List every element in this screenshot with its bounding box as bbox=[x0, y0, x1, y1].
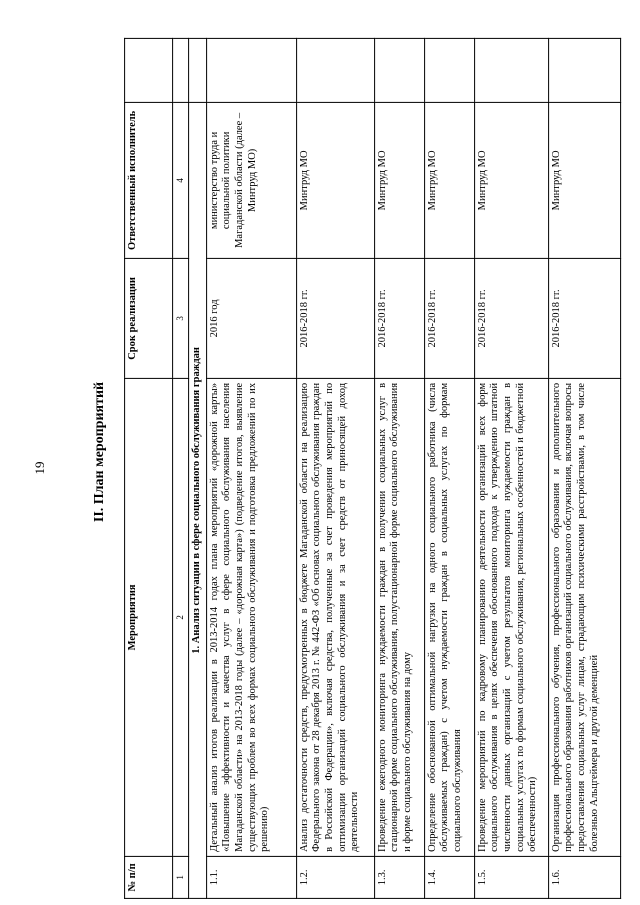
header-row bbox=[125, 38, 173, 898]
row-extra-empty bbox=[206, 38, 296, 102]
column-number: 4 bbox=[173, 102, 189, 258]
row-number: 1.3. bbox=[374, 856, 424, 898]
row-term: 2016-2018 гг. bbox=[374, 258, 424, 378]
row-action: Организация профессионального обучения, профессионального образования и дополнительного профессионального образования работников организаций социального обслуживания, включая вопросы предоставления социальных услуг лицам, страдающим психическими расстройствами, в том числе болезнью Альцгеймера и другой деменцией bbox=[548, 378, 620, 856]
row-executor: Минтруд МО bbox=[374, 102, 424, 258]
page-number: 19 bbox=[32, 461, 47, 475]
row-term: 2016-2018 гг. bbox=[424, 258, 474, 378]
row-executor: Минтруд МО bbox=[548, 102, 620, 258]
row-executor: Минтруд МО bbox=[474, 102, 548, 258]
header-term: Срок реализации bbox=[125, 258, 173, 378]
column-number-empty bbox=[173, 38, 189, 102]
row-executor: министерство труда и социальной политики Магаданской области (далее – Минтруд МО) bbox=[206, 102, 296, 258]
row-term: 2016 год bbox=[206, 258, 296, 378]
page-title: II. План мероприятий bbox=[92, 381, 107, 523]
column-number-row bbox=[173, 38, 189, 898]
row-extra-empty bbox=[474, 38, 548, 102]
row-extra-empty bbox=[296, 38, 374, 102]
header-executor: Ответственный исполнитель bbox=[125, 102, 173, 258]
row-action: Проведение мероприятий по кадровому планированию деятельности организаций всех форм социального обслуживания в целях обеспечения обоснованного подхода к утверждению штатной численности данных организаций с учетом результатов мониторинга нуждаемости граждан в социальных услугах по формам социального обслуживания, региональных особенностей и бюджетной обеспеченности) bbox=[474, 378, 548, 856]
table-row bbox=[474, 38, 548, 898]
header-num: № п/п bbox=[125, 856, 173, 898]
section-row bbox=[188, 38, 206, 898]
table-row bbox=[206, 38, 296, 898]
header-extra-empty bbox=[125, 38, 173, 102]
table-row bbox=[424, 38, 474, 898]
row-number: 1.5. bbox=[474, 856, 548, 898]
column-number: 2 bbox=[173, 378, 189, 856]
row-term: 2016-2018 гг. bbox=[548, 258, 620, 378]
row-action: Определение обоснованной оптимальной нагрузки на одного социального работника (числа обслуживаемых граждан) с учетом нуждаемости граждан в социальных услугах по формам социального обслуживания bbox=[424, 378, 474, 856]
row-number: 1.4. bbox=[424, 856, 474, 898]
row-extra-empty bbox=[424, 38, 474, 102]
row-executor: Минтруд МО bbox=[424, 102, 474, 258]
row-extra-empty bbox=[374, 38, 424, 102]
plan-table bbox=[124, 38, 621, 899]
column-number: 1 bbox=[173, 856, 189, 898]
row-term: 2016-2018 гг. bbox=[296, 258, 374, 378]
row-number: 1.1. bbox=[206, 856, 296, 898]
row-term: 2016-2018 гг. bbox=[474, 258, 548, 378]
row-extra-empty bbox=[548, 38, 620, 102]
row-number: 1.2. bbox=[296, 856, 374, 898]
table-row bbox=[548, 38, 620, 898]
row-number: 1.6. bbox=[548, 856, 620, 898]
row-action: Проведение ежегодного мониторинга нуждаемости граждан в получении социальных услуг в стационарной форме социального обслуживания, полустационарной форме социального обслуживания и форме социального обслуживания на дому bbox=[374, 378, 424, 856]
row-action: Анализ достаточности средств, предусмотренных в бюджете Магаданской области на реализацию Федерального закона от 28 декабря 2013 г. № 442-ФЗ «Об основах социального обслуживания граждан в Российской Федерации», включая средства, полученные за счет проведения мероприятий по оптимизации организаций социального обслуживания и за счет средств от приносящей доход деятельности bbox=[296, 378, 374, 856]
table-row bbox=[296, 38, 374, 898]
header-action: Мероприятия bbox=[125, 378, 173, 856]
section-title: 1. Анализ ситуации в сфере социального обслуживания граждан bbox=[188, 102, 206, 898]
row-action: Детальный анализ итогов реализации в 2013-2014 годах плана мероприятий «дорожной карты» «Повышение эффективности и качества услуг в сфере социального обслуживания населения Магаданской области» на 2013-2018 годы (далее – «дорожная карта») (подведение итогов, выявление существующих проблем во всех формах социального обслуживания и подготовка предложений по их решению) bbox=[206, 378, 296, 856]
section-extra-empty bbox=[188, 38, 206, 102]
column-number: 3 bbox=[173, 258, 189, 378]
row-executor: Минтруд МО bbox=[296, 102, 374, 258]
table-row bbox=[374, 38, 424, 898]
